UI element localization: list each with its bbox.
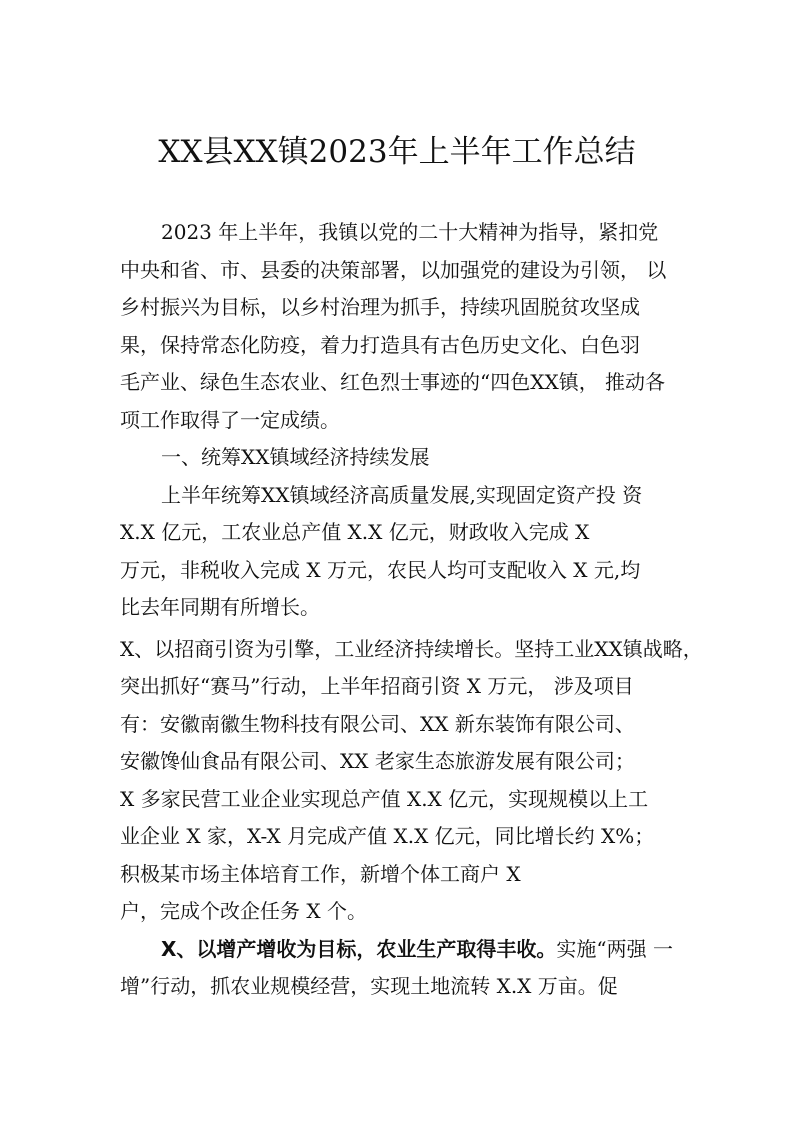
paragraph-line: 突出抓好“赛马”行动，上半年招商引资 X 万元， 涉及项目: [120, 674, 634, 698]
paragraph-line: [120, 931, 690, 969]
paragraph-line: 增”行动，抓农业规模经营，实现土地流转 X.X 万亩。促: [120, 974, 618, 998]
paragraph-line: 积极某市场主体培育工作，新增个体工商户 X: [120, 861, 521, 886]
paragraph-line: 万元，非税收入完成 X 万元，农民人均可支配收入 X 元,均: [120, 557, 641, 582]
paragraph-line: 毛产业、绿色生态农业、红色烈士事迹的“四色XX镇， 推动各: [120, 370, 666, 394]
paragraph-line: X.X 亿元，工农业总产值 X.X 亿元，财政收入完成 X: [120, 520, 590, 544]
document-title: XX县XX镇2023年上半年工作总结: [158, 134, 636, 170]
paragraph-line: 乡村振兴为目标，以乡村治理为抓手，持续巩固脱贫攻坚成: [120, 295, 640, 319]
paragraph-line: 2023 年上半年，我镇以党的二十大精神为指导，紧扣党: [161, 220, 659, 244]
paragraph-line: 有：安徽南徽生物科技有限公司、XX 新东装饰有限公司、: [120, 711, 635, 736]
section-heading: 一、统筹XX镇域经济持续发展: [161, 445, 430, 469]
paragraph-line: 业企业 X 家，X-X 月完成产值 X.X 亿元，同比增长约 X%；: [120, 824, 655, 848]
document-body: [120, 214, 703, 1006]
paragraph-line: X、以招商引资为引擎，工业经济持续增长。坚持工业XX镇战略，: [120, 636, 703, 661]
paragraph-line: 比去年同期有所增长。: [120, 595, 320, 619]
paragraph-line: 果，保持常态化防疫，着力打造具有古色历史文化、白色羽: [120, 332, 640, 357]
bold-subheading: X、以增产增收为目标，农业生产取得丰收。: [161, 936, 557, 961]
paragraph-line: X 多家民营工业企业实现总产值 X.X 亿元，实现规模以上工: [120, 786, 649, 811]
paragraph-line: 中央和省、市、县委的决策部署，以加强党的建设为引领， 以: [120, 257, 667, 282]
paragraph-text: 实施“两强 一: [556, 936, 674, 961]
paragraph-line: 项工作取得了一定成绩。: [120, 407, 340, 432]
paragraph-line: 安徽馋仙食品有限公司、XX 老家生态旅游发展有限公司；: [120, 749, 635, 773]
paragraph-line: 上半年统筹XX镇域经济高质量发展,实现固定资产投 资: [161, 482, 643, 507]
paragraph-line: 户，完成个改企任务 X 个。: [120, 899, 367, 923]
